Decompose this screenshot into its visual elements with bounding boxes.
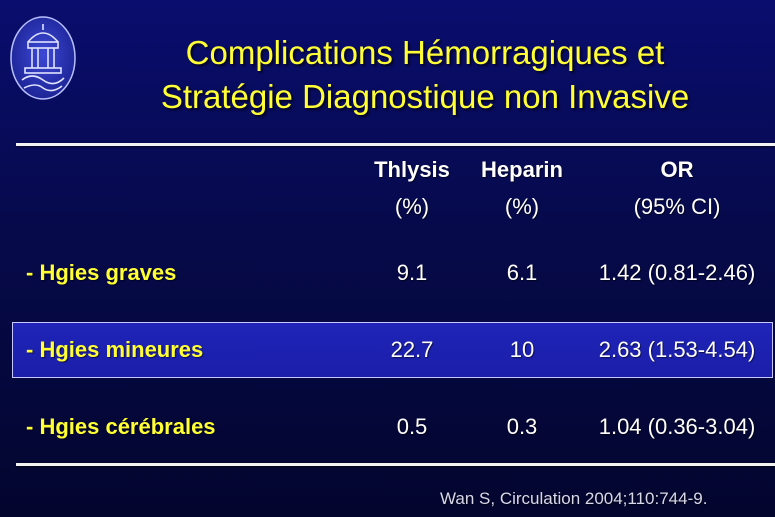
row-graves-heparin: 6.1 [506, 260, 538, 285]
column-header-thlysis: Thlysis [374, 157, 450, 182]
table-top-rule [16, 143, 775, 146]
citation-text: Wan S, Circulation 2004;110:744-9. [440, 489, 708, 508]
row-label-cerebrales: - Hgies cérébrales [26, 414, 216, 439]
slide-title-line-1: Complications Hémorragiques et [185, 34, 665, 71]
row-mineures-heparin: 10 [509, 337, 535, 362]
row-cerebrales-heparin: 0.3 [506, 414, 538, 439]
column-unit-heparin: (%) [504, 194, 540, 219]
column-header-heparin: Heparin [481, 157, 563, 182]
row-graves-thlysis: 9.1 [396, 260, 428, 285]
slide-title-line-2: Stratégie Diagnostique non Invasive [160, 78, 690, 115]
column-unit-thlysis: (%) [394, 194, 430, 219]
column-unit-or: (95% CI) [633, 194, 721, 219]
row-label-graves: - Hgies graves [26, 260, 177, 285]
row-cerebrales-thlysis: 0.5 [396, 414, 428, 439]
row-label-mineures: - Hgies mineures [26, 337, 204, 362]
row-mineures-thlysis: 22.7 [390, 337, 434, 362]
row-mineures-or: 2.63 (1.53-4.54) [598, 337, 756, 362]
table-bottom-rule [16, 463, 775, 466]
row-graves-or: 1.42 (0.81-2.46) [598, 260, 756, 285]
institution-logo-icon [8, 14, 78, 102]
column-header-or: OR [660, 157, 694, 182]
row-cerebrales-or: 1.04 (0.36-3.04) [598, 414, 756, 439]
